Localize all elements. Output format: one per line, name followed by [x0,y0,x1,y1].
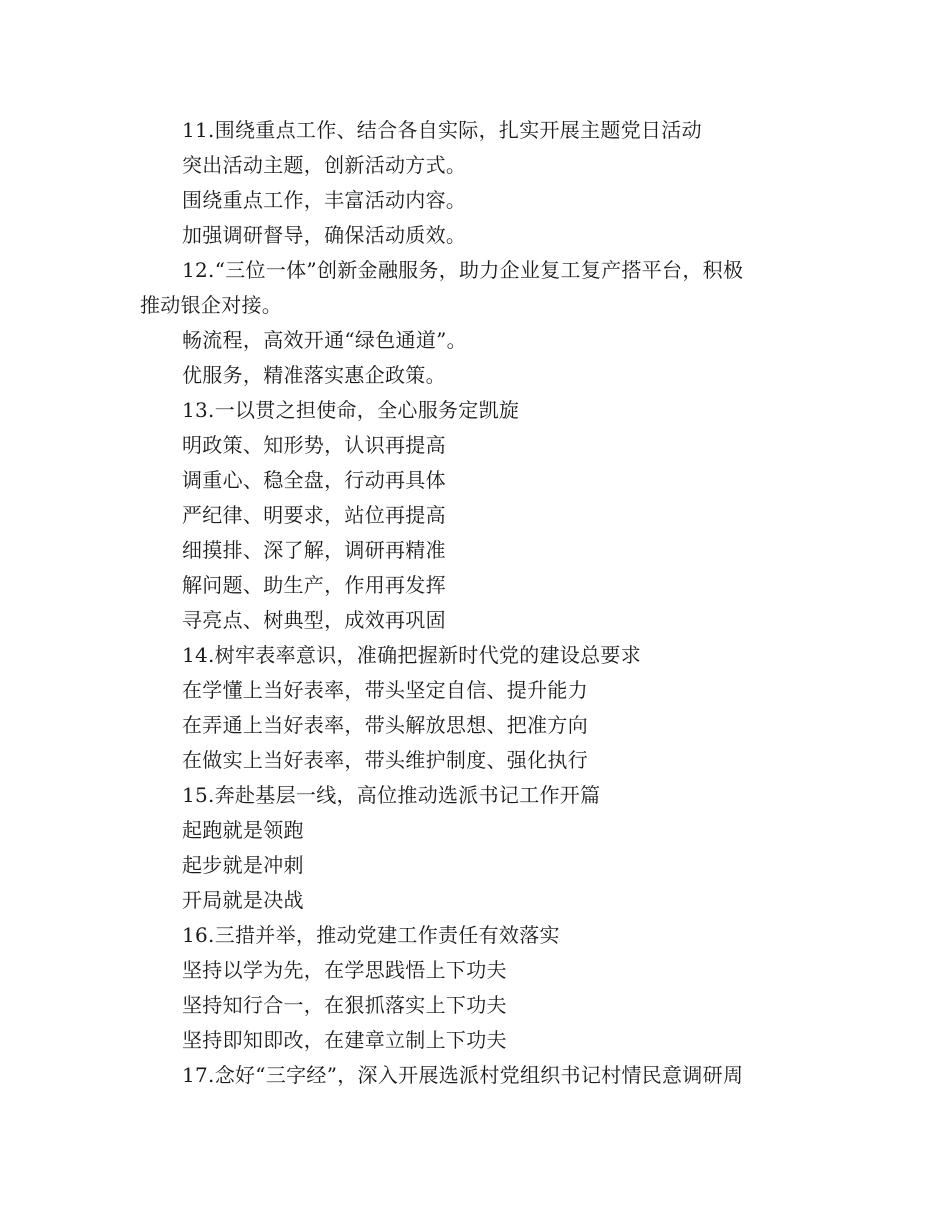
heading-14: 14.树牢表率意识，准确把握新时代党的建设总要求 [182,643,642,667]
paragraph-line: 突出活动主题，创新活动方式。 [182,153,467,177]
paragraph-line: 在学懂上当好表率，带头坚定自信、提升能力 [182,678,588,702]
paragraph-line: 围绕重点工作，丰富活动内容。 [182,188,467,212]
heading-15: 15.奔赴基层一线，高位推动选派书记工作开篇 [182,783,601,807]
paragraph-line: 优服务，精准落实惠企政策。 [182,363,446,387]
document-body [140,113,830,1093]
paragraph-line: 坚持知行合一，在狠抓落实上下功夫 [182,993,507,1017]
heading-16: 16.三措并举，推动党建工作责任有效落实 [182,923,560,947]
heading-12-continuation: 推动银企对接。 [140,293,283,317]
heading-12: 12.“三位一体”创新金融服务，助力企业复工复产搭平台，积极 [182,258,744,282]
paragraph-line: 起步就是冲刺 [182,853,304,877]
paragraph-line: 坚持以学为先，在学思践悟上下功夫 [182,958,507,982]
paragraph-line: 加强调研督导，确保活动质效。 [182,223,467,247]
heading-13: 13.一以贯之担使命，全心服务定凯旋 [182,398,520,422]
paragraph-line: 在弄通上当好表率，带头解放思想、把准方向 [182,713,588,737]
paragraph-line: 严纪律、明要求，站位再提高 [182,503,446,527]
paragraph-line: 解问题、助生产，作用再发挥 [182,573,446,597]
heading-17: 17.念好“三字经”，深入开展选派村党组织书记村情民意调研周 [182,1063,744,1087]
paragraph-line: 开局就是决战 [182,888,304,912]
paragraph-line: 调重心、稳全盘，行动再具体 [182,468,446,492]
paragraph-line: 起跑就是领跑 [182,818,304,842]
paragraph-line: 细摸排、深了解，调研再精准 [182,538,446,562]
paragraph-line: 寻亮点、树典型，成效再巩固 [182,608,446,632]
paragraph-line: 畅流程，高效开通“绿色通道”。 [182,328,467,352]
paragraph-line: 明政策、知形势，认识再提高 [182,433,446,457]
heading-11: 11.围绕重点工作、结合各自实际，扎实开展主题党日活动 [182,118,702,142]
paragraph-line: 在做实上当好表率，带头维护制度、强化执行 [182,748,588,772]
paragraph-line: 坚持即知即改，在建章立制上下功夫 [182,1028,507,1052]
